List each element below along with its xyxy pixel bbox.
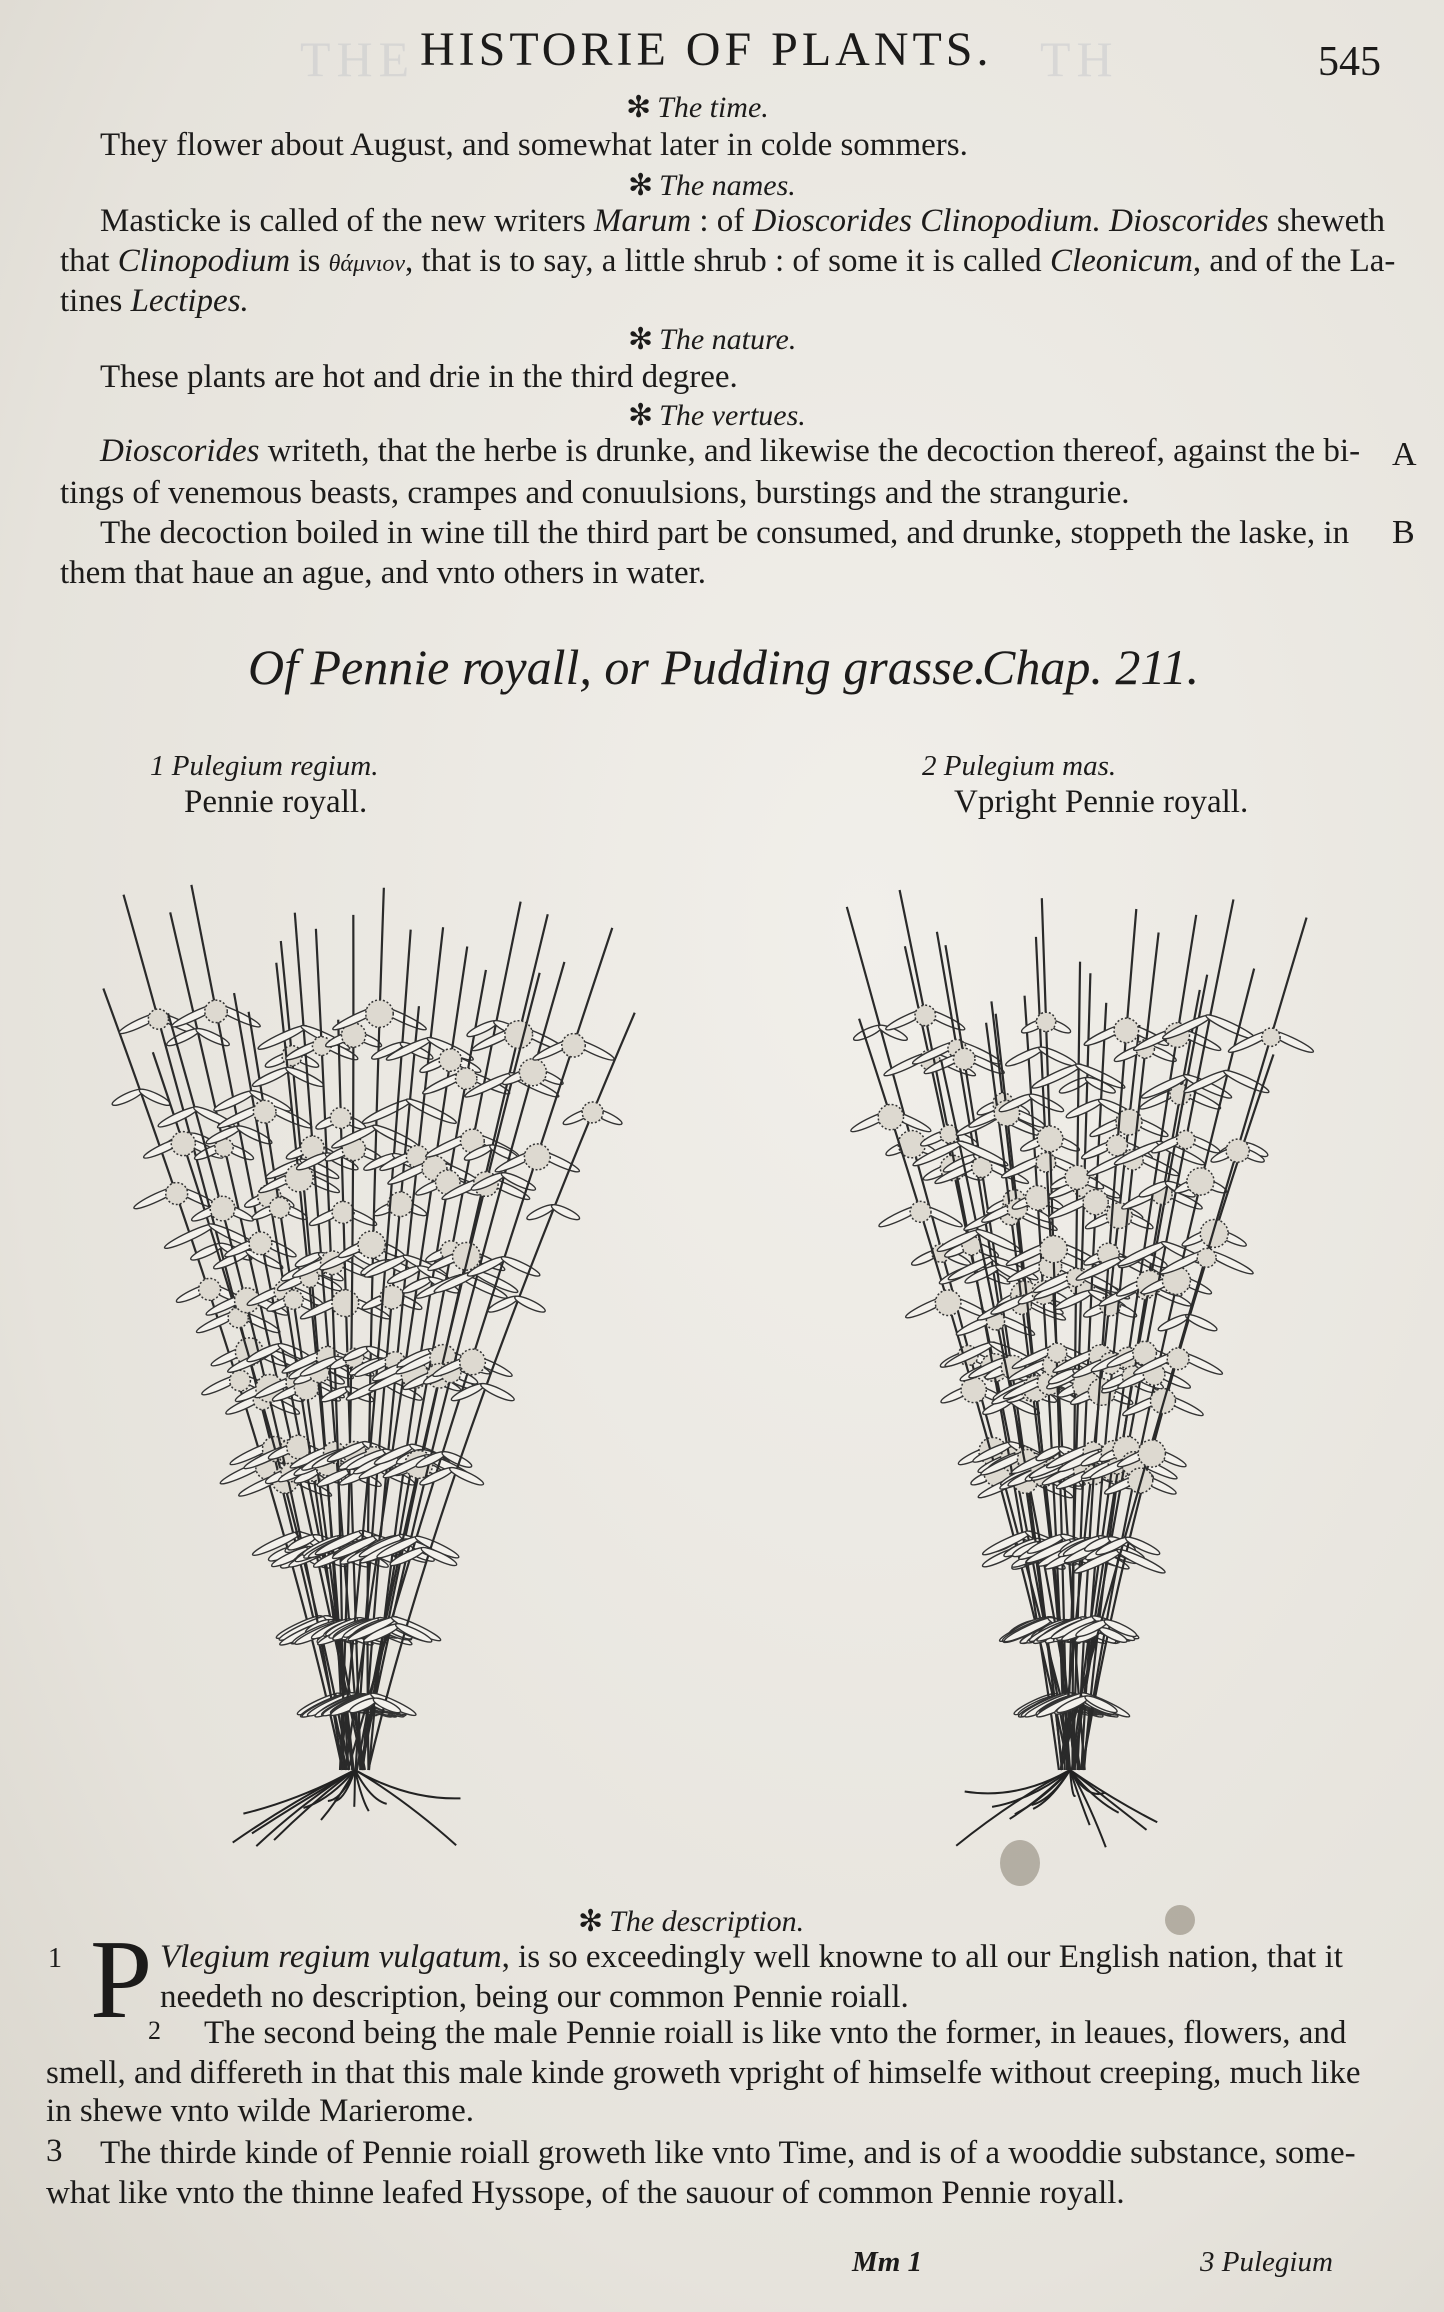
paragraph-number-2: 2 — [148, 2016, 161, 2045]
figure-1-english: Pennie royall. — [184, 784, 368, 820]
running-head: HISTORIE OF PLANTS. — [420, 23, 993, 76]
figure-2-english: Vpright Pennie royall. — [954, 784, 1249, 820]
margin-letter-b: B — [1392, 514, 1415, 551]
flower-icon: ✻ — [628, 169, 654, 202]
vertues-line-3: The decoction boiled in wine till the third part be consumed, and drunke, stoppeth the laske, in — [100, 515, 1350, 551]
names-line-2: that Clinopodium is θάμνιον, that is to say, a little shrub : of some it is called Cleonicum, and of the La- — [60, 243, 1396, 279]
drop-cap: P — [90, 1918, 153, 2042]
time-text: They flower about August, and somewhat later in colde sommers. — [100, 127, 968, 163]
signature-mark: Mm 1 — [852, 2246, 923, 2278]
figure-1-latin: 1 Pulegium regium. — [150, 750, 379, 782]
names-line-1: Masticke is called of the new writers Marum : of Dioscorides Clinopodium. Dioscorides sheweth — [100, 203, 1385, 239]
description-2-line-1: The second being the male Pennie roiall is like vnto the former, in leaues, flowers, and — [204, 2015, 1347, 2051]
woodcut-pennie-royall — [55, 860, 655, 1860]
paragraph-number-3: 3 — [46, 2133, 63, 2169]
section-heading-names: ✻ The names. — [628, 169, 796, 202]
flower-icon: ✻ — [578, 1905, 604, 1938]
figure-2-latin: 2 Pulegium mas. — [922, 750, 1117, 782]
vertues-line-1: Dioscorides writeth, that the herbe is drunke, and likewise the decoction thereof, against the bi- — [100, 433, 1361, 469]
section-heading-nature: ✻ The nature. — [628, 323, 797, 356]
ink-stain — [1165, 1905, 1195, 1935]
flower-icon: ✻ — [628, 399, 654, 432]
description-2-line-2: smell, and differeth in that this male kinde groweth vpright of himselfe without creeping, much like — [46, 2055, 1361, 2091]
description-3-line-2: what like vnto the thinne leafed Hyssope, of the sauour of common Pennie royall. — [46, 2175, 1125, 2211]
vertues-line-2: tings of venemous beasts, crampes and conuulsions, burstings and the strangurie. — [60, 475, 1130, 511]
woodcut-vpright-pennie-royall — [760, 860, 1380, 1860]
show-through-text: TH — [1040, 31, 1119, 87]
section-heading-description: ✻ The description. — [578, 1905, 805, 1938]
description-3-line-1: The thirde kinde of Pennie roiall groweth like vnto Time, and is of a wooddie substance, some- — [100, 2135, 1356, 2171]
chapter-number: Chap. 211. — [982, 639, 1200, 695]
description-1-line-2: needeth no description, being our common Pennie roiall. — [160, 1979, 909, 2015]
vertues-line-4: them that haue an ague, and vnto others in water. — [60, 555, 707, 591]
names-line-3: tines Lectipes. — [60, 283, 249, 319]
flower-icon: ✻ — [628, 323, 654, 356]
page-number: 545 — [1318, 39, 1381, 85]
paragraph-number-1: 1 — [48, 1943, 62, 1974]
section-heading-vertues: ✻ The vertues. — [628, 399, 806, 432]
margin-letter-a: A — [1392, 436, 1417, 473]
flower-icon: ✻ — [626, 91, 652, 124]
ink-stain — [1000, 1840, 1040, 1886]
chapter-title: Of Pennie royall, or Pudding grasse. — [248, 639, 987, 695]
nature-text: These plants are hot and drie in the third degree. — [100, 359, 738, 395]
section-heading-time: ✻ The time. — [626, 91, 769, 124]
description-2-line-3: in shewe vnto wilde Marierome. — [46, 2093, 474, 2129]
show-through-text: THE — [300, 31, 416, 87]
catchword: 3 Pulegium — [1200, 2246, 1333, 2278]
description-1-line-1: Vlegium regium vulgatum, is so exceedingly well knowne to all our English nation, that it — [160, 1939, 1343, 1975]
